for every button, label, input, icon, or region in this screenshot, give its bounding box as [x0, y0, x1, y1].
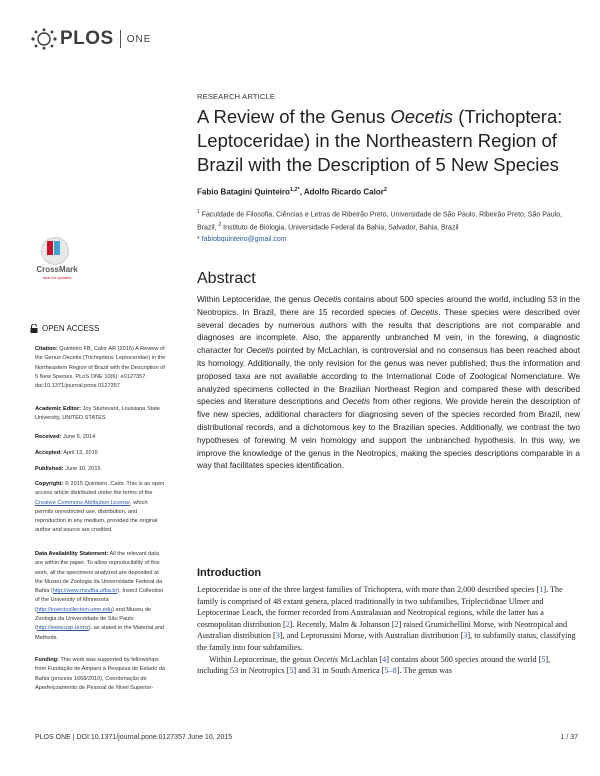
funding-label: Funding: — [35, 657, 59, 663]
author-1[interactable]: Fabio Batagini Quinteiro — [197, 187, 290, 197]
intro-paragraph-1 — [197, 584, 580, 654]
data-text-d: ), as stated in the Material and Methods. — [35, 625, 165, 641]
author-1-affil: 1,2 — [289, 187, 298, 193]
author-2[interactable]: Adolfo Ricardo Calor — [303, 187, 384, 197]
crossmark-sub: click for updates — [42, 275, 72, 280]
affil-2: Instituto de Biologia, Universidade Federal da Bahia, Salvador, Bahia, Brazil — [223, 224, 459, 232]
logo-text: PLOS — [60, 28, 114, 49]
data-text-a: All the relevant data are within the paper. To allow reproducibility of this work, all the specimens analyzed are deposited at the Museu de Zoologia da Universidade Federal da Bahia ( — [35, 551, 163, 595]
abstract-heading: Abstract — [197, 270, 256, 287]
ref-link[interactable]: 2 — [394, 619, 399, 629]
affil-1: Faculdade de Filosofia, Ciências e Letras de Ribeirão Preto, Universidade de São Paulo, Ribeirão Preto, São Paulo, Brazil, — [197, 211, 563, 232]
article-title — [197, 105, 577, 177]
editor-block — [35, 405, 167, 424]
title-part2: (Trichoptera: Leptoceridae) in the Northeastern Region of Brazil with the Description of 5 New Species — [197, 106, 563, 175]
logo-divider — [120, 30, 121, 48]
crossmark-red-flag — [47, 241, 53, 255]
intro-seg: ], to subfamily status, classifying the family into four subfamilies. — [197, 631, 576, 652]
copyright-text-a: © 2015 Quinteiro, Calor. This is an open access article distributed under the terms of the — [35, 481, 165, 497]
journal-name: ONE — [126, 33, 152, 45]
abstract-text — [197, 294, 580, 473]
abstract-genus-2: Oecetis — [410, 307, 439, 317]
intro-seg: Leptoceridae is one of the three largest families of Trichoptera, with more than 2,000 described species [ — [197, 585, 540, 594]
received-date: June 5, 2014 — [63, 434, 96, 440]
ref-link[interactable]: 3 — [463, 631, 468, 641]
plos-logo[interactable] — [30, 26, 151, 52]
ref-link[interactable]: 2 — [285, 619, 290, 629]
open-lock-icon — [30, 324, 38, 333]
ref-link[interactable]: 5 — [289, 666, 294, 676]
intro-seg: ]. Recently, Malm & Johanson [ — [289, 619, 395, 629]
intro-seg: ], including 53 in Neotropics [ — [197, 654, 551, 676]
crossmark-label: CrossMark — [36, 265, 78, 274]
introduction-heading: Introduction — [197, 567, 262, 579]
copyright-block — [35, 480, 167, 536]
abstract-seg-4: pointed by McLachlan, is controversial and no consensus has been reached about its homology. Additionally, the only revision for the genus was never published; thus the information and proposed taxa are not available according to the International Code of Zoological Nomenclature. We analyzed specimens collected in the Brazilian Northeast Region and compared these with described species and literature descriptions and — [197, 346, 581, 407]
abstract-genus-4: Oecetis — [342, 397, 370, 407]
intro-seg: ] contains about 500 species around the world [ — [386, 654, 542, 664]
accepted-date: April 13, 2015 — [63, 450, 98, 456]
data-text-b: ), Insect Collection of the University of Minnesota ( — [35, 588, 164, 613]
intro-seg: ] raised Grumichellini Morse, with Neotropical and Australian distribution [ — [197, 619, 568, 641]
author-list — [197, 187, 387, 197]
copyright-text-b: , which permits unrestricted use, distribution, and reproduction in any medium, provided the original author and source are credited. — [35, 499, 158, 534]
affil-1-number: 1 — [197, 209, 200, 215]
data-availability-block — [35, 550, 167, 643]
data-availability-label: Data Availability Statement: — [35, 551, 109, 557]
editor-text: Joy Sturtevant, Louisiana State University, UNITED STATES — [35, 406, 161, 422]
accepted-block — [35, 449, 167, 458]
introduction-text — [197, 584, 580, 677]
abstract-seg-2: contains about 500 species around the world, including 53 in the Neotropics. In Brazil, there are 15 recorded species of — [197, 295, 580, 317]
funding-block — [35, 656, 167, 693]
crossmark-badge[interactable] — [30, 237, 84, 295]
intro-seg: ]. The family is comprised of 48 extant genera, placed traditionally in two subfamilies, Triplectidinae Ulmer and Leptocerinae Leach, the former recorded from Australasian and Neotropical regions, while the latter has a cosmopolitan distribution [ — [197, 585, 563, 629]
page-number: 1 / 37 — [560, 734, 578, 741]
intro-genus: Oecetis — [313, 654, 339, 664]
funding-text: This work was supported by fellowships from Fundação de Amparo à Pesquisa do Estado da Bahia (process 1668/2010), Coordenação de Aperfeiçoamento de Pessoal de Nível Superior- — [35, 657, 165, 691]
received-block — [35, 433, 167, 442]
open-access-label: OPEN ACCESS — [42, 324, 100, 333]
data-link-usp[interactable]: http://www.usp.br/mz — [36, 625, 89, 632]
email-mark: * — [197, 236, 200, 243]
intro-seg: ] and 31 in South America [ — [293, 666, 385, 676]
abstract-seg-3: . These species were described over several decades by numerous authors with the results that descriptions are not comparable and diagnoses are incomplete. Also, the apparently unbranched M vein, in the forewing, a diagnostic character for — [197, 307, 580, 356]
citation-text: Quinteiro FB, Calor AR (2015) A Review of the Genus Oecetis (Trichoptera: Leptoceridae) in the Northeastern Region of Brazil with the Description of 5 New Species. PLoS ONE 10(6): e0127357. doi:10.1371/journal.pone.0127357 — [35, 346, 166, 390]
affiliations — [197, 207, 577, 234]
received-label: Received: — [35, 434, 62, 440]
plos-logo-icon — [30, 28, 58, 50]
intro-seg: ]. The genus was — [396, 666, 453, 676]
published-label: Published: — [35, 466, 64, 472]
intro-seg: McLachlan [ — [338, 654, 383, 664]
ref-link[interactable]: 1 — [539, 585, 544, 594]
citation-label: Citation: — [35, 346, 58, 352]
intro-seg: ], and Leptorussini Morse, with Australian distribution [ — [279, 631, 464, 641]
affil-2-number: 2 — [218, 222, 222, 229]
accepted-label: Accepted: — [35, 450, 63, 456]
intro-paragraph-2 — [197, 654, 580, 677]
corresponding-email — [197, 236, 287, 243]
page-footer: PLOS ONE | DOI:10.1371/journal.pone.0127357 June 10, 2015 — [35, 734, 233, 741]
ref-link[interactable]: 4 — [382, 654, 387, 664]
title-genus: Oecetis — [390, 106, 454, 127]
article-type: RESEARCH ARTICLE — [197, 92, 276, 101]
license-link[interactable]: Creative Commons Attribution License — [35, 499, 131, 506]
data-link-umn[interactable]: http://insectcollection.umn.edu — [36, 606, 113, 613]
author-1-corresponding-mark: * — [297, 187, 300, 193]
copyright-label: Copyright: — [35, 481, 64, 487]
ref-link[interactable]: 3 — [275, 631, 280, 641]
email-link[interactable]: fabiobquinteiro@gmail.com — [201, 236, 287, 243]
data-link-mzufba[interactable]: http://www.mzufba.ufba.br — [52, 588, 118, 595]
published-block — [35, 465, 167, 474]
abstract-seg-5: from other regions. We provide herein the description of five new species, additional characters for diagnosing seven of the species recorded from Brazil, new distributional records, and a dichotomous key to the Brazilian species. Additionally, we contrast the two hypotheses of forewing M vein homology and support the unbranched hypothesis. In this way, we improve the knowledge of the genus in the Neotropics, making the species descriptions comparable in a way that facilitates species identification. — [197, 397, 580, 471]
abstract-genus-1: Oecetis — [313, 295, 342, 304]
editor-label: Academic Editor: — [35, 406, 82, 412]
crossmark-blue-flag — [54, 241, 60, 255]
ref-link[interactable]: 5–8 — [384, 666, 397, 676]
data-text-c: ) and Museu de Zoologia da Universidade de São Paulo ( — [35, 606, 151, 632]
abstract-seg-1: Within Leptoceridae, the genus — [197, 295, 314, 304]
author-2-affil: 2 — [383, 187, 387, 193]
abstract-genus-3: Oecetis — [246, 346, 274, 356]
intro-seg: Within Leptocerinae, the genus — [209, 654, 314, 664]
open-access — [30, 324, 99, 333]
author-separator: , — [299, 187, 304, 197]
ref-link[interactable]: 5 — [541, 654, 546, 664]
title-part1: A Review of the Genus — [197, 106, 391, 127]
citation-block — [35, 345, 167, 391]
published-date: June 10, 2015 — [65, 466, 101, 472]
